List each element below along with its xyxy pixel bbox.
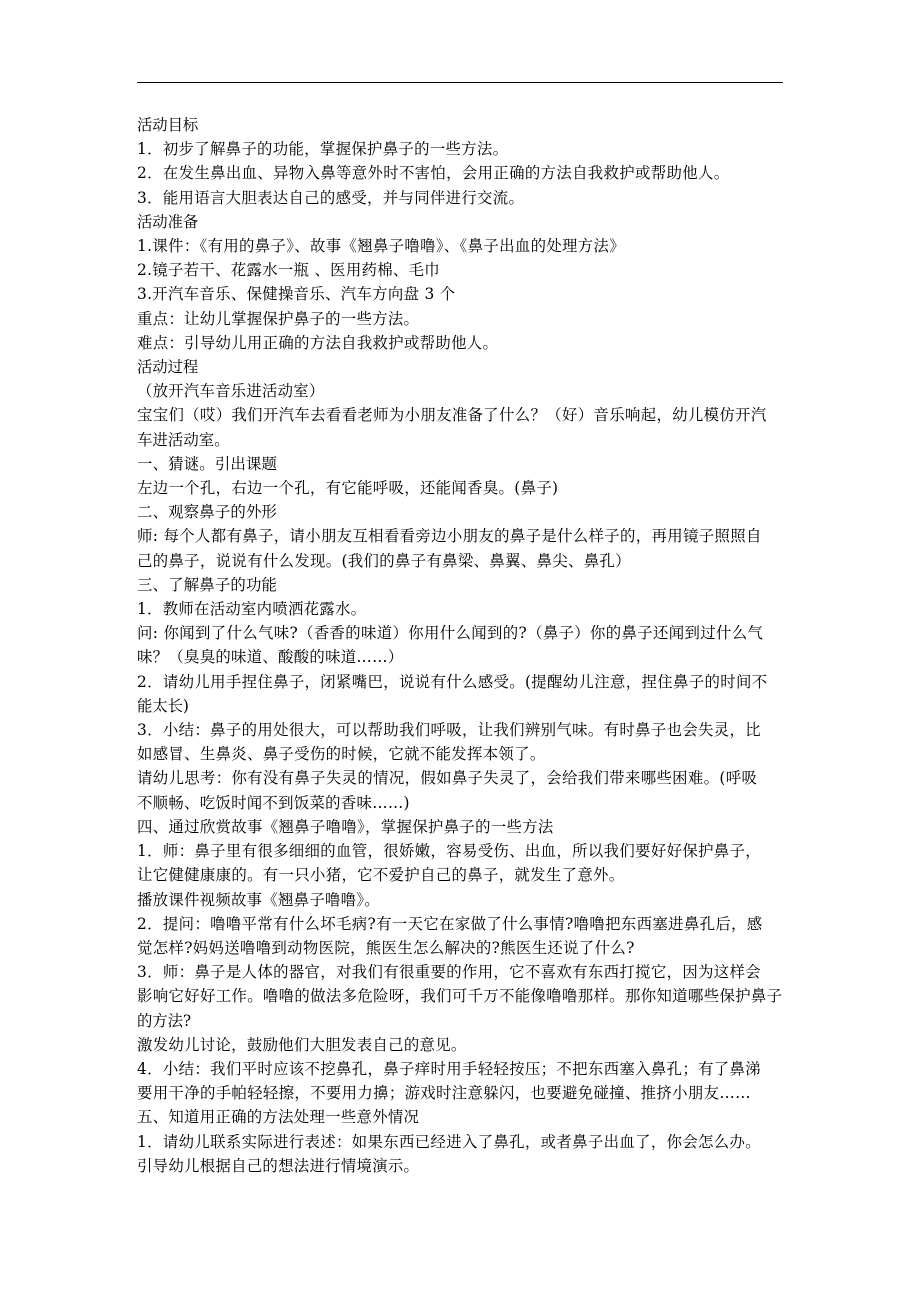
text-line: 2．提问：噜噜平常有什么坏毛病?有一天它在家做了什么事情?噜噜把东西塞进鼻孔后，感 xyxy=(137,914,763,933)
text-line: 1．请幼儿联系实际进行表述：如果东西已经进入了鼻孔，或者鼻子出血了，你会怎么办。 xyxy=(137,1132,762,1151)
subsection-heading: 五、知道用正确的方法处理一些意外情况 xyxy=(137,1108,420,1127)
subsection-heading: 三、了解鼻子的功能 xyxy=(137,575,278,594)
text-line: （放开汽车音乐进活动室） xyxy=(137,382,325,401)
preparation-item: 2.镜子若干、花露水一瓶 、医用药棉、毛巾 xyxy=(137,261,441,280)
section-heading-process: 活动过程 xyxy=(137,358,199,377)
text-line: 味？（臭臭的味道、酸酸的味道……） xyxy=(137,648,404,667)
subsection-heading: 二、观察鼻子的外形 xyxy=(137,503,278,522)
text-line: 不顺畅、吃饭时闻不到饭菜的香味……) xyxy=(137,793,410,812)
text-line: 让它健健康康的。有一只小猪，它不爱护自己的鼻子，就发生了意外。 xyxy=(137,866,625,885)
text-line: 己的鼻子，说说有什么发现。(我们的鼻子有鼻梁、鼻翼、鼻尖、鼻孔） xyxy=(137,551,631,570)
text-line: 影响它好好工作。噜噜的做法多危险呀，我们可千万不能像噜噜那样。那你知道哪些保护鼻子 xyxy=(137,987,783,1006)
text-line: 引导幼儿根据自己的想法进行情境演示。 xyxy=(137,1156,420,1175)
text-line: 要用干净的手帕轻轻擦，不要用力擤；游戏时注意躲闪，也要避免碰撞、推挤小朋友…… xyxy=(137,1084,751,1103)
difficult-point: 难点：引导幼儿用正确的方法自我救护或帮助他人。 xyxy=(137,333,499,352)
document-body xyxy=(137,113,789,1178)
text-line: 请幼儿思考：你有没有鼻子失灵的情况，假如鼻子失灵了，会给我们带来哪些困难。(呼吸 xyxy=(137,769,758,788)
subsection-heading: 四、通过欣赏故事《翘鼻子噜噜》，掌握保护鼻子的一些方法 xyxy=(137,817,554,836)
text-line: 播放课件视频故事《翘鼻子噜噜》。 xyxy=(137,890,380,909)
text-line: 左边一个孔，右边一个孔，有它能呼吸，还能闻香臭。(鼻子) xyxy=(137,479,559,498)
text-line: 1．师：鼻子里有很多细细的血管，很娇嫩，容易受伤、出血，所以我们要好好保护鼻子， xyxy=(137,842,762,861)
text-line: 宝宝们（哎）我们开汽车去看看老师为小朋友准备了什么？（好）音乐响起，幼儿模仿开汽 xyxy=(137,406,767,425)
section-heading-preparation: 活动准备 xyxy=(137,212,199,231)
text-line: 如感冒、生鼻炎、鼻子受伤的时候，它就不能发挥本领了。 xyxy=(137,745,546,764)
subsection-heading: 一、猜谜。引出课题 xyxy=(137,454,278,473)
text-line: 4．小结：我们平时应该不挖鼻孔，鼻子痒时用手轻轻按压；不把东西塞入鼻孔；有了鼻涕 xyxy=(137,1059,762,1078)
key-point: 重点：让幼儿掌握保护鼻子的一些方法。 xyxy=(137,309,420,328)
text-line: 1．教师在活动室内喷洒花露水。 xyxy=(137,600,367,619)
goal-item: 3．能用语言大胆表达自己的感受，并与同伴进行交流。 xyxy=(137,188,525,207)
goal-item: 1．初步了解鼻子的功能，掌握保护鼻子的一些方法。 xyxy=(137,140,509,159)
text-line: 问: 你闻到了什么气味?（香香的味道）你用什么闻到的?（鼻子）你的鼻子还闻到过什么气 xyxy=(137,624,764,643)
preparation-item: 1.课件：《有用的鼻子》、故事《翘鼻子噜噜》、《鼻子出血的处理方法》 xyxy=(137,237,625,256)
goal-item: 2．在发生鼻出血、异物入鼻等意外时不害怕，会用正确的方法自我救护或帮助他人。 xyxy=(137,164,730,183)
text-line: 2．请幼儿用手捏住鼻子，闭紧嘴巴，说说有什么感受。(提醒幼儿注意，捏住鼻子的时间不 xyxy=(137,672,768,691)
text-line: 的方法? xyxy=(137,1011,192,1030)
text-line: 车进活动室。 xyxy=(137,430,230,449)
preparation-item: 3.开汽车音乐、保健操音乐、汽车方向盘 3 个 xyxy=(137,285,456,304)
section-heading-goals: 活动目标 xyxy=(137,116,199,134)
text-line: 师: 每个人都有鼻子，请小朋友互相看看旁边小朋友的鼻子是什么样子的，再用镜子照照自 xyxy=(137,527,762,546)
text-line: 3．师：鼻子是人体的器官，对我们有很重要的作用，它不喜欢有东西打搅它，因为这样会 xyxy=(137,963,762,982)
text-line: 能太长) xyxy=(137,696,189,715)
text-line: 觉怎样?妈妈送噜噜到动物医院，熊医生怎么解决的?熊医生还说了什么? xyxy=(137,938,635,957)
text-line: 3．小结：鼻子的用处很大，可以帮助我们呼吸，让我们辨别气味。有时鼻子也会失灵，比 xyxy=(137,721,762,740)
header-rule xyxy=(137,82,783,83)
text-line: 激发幼儿讨论，鼓励他们大胆发表自己的意见。 xyxy=(137,1035,467,1054)
